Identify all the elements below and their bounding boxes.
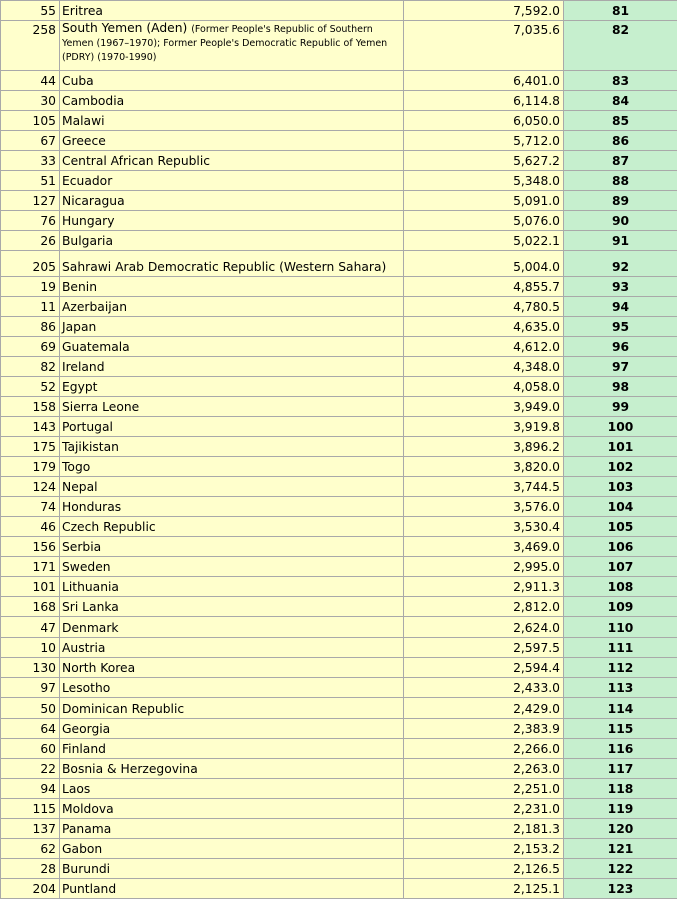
country-name: Tajikistan	[62, 440, 119, 454]
rank-cell[interactable]: 119	[564, 799, 677, 819]
country-name: South Yemen (Aden)	[62, 21, 188, 35]
value-cell[interactable]: 4,348.0	[404, 357, 564, 377]
row-number-cell[interactable]: 30	[1, 91, 60, 111]
value-cell[interactable]: 4,058.0	[404, 377, 564, 397]
row-number-cell[interactable]: 51	[1, 171, 60, 191]
country-name: Panama	[62, 822, 112, 836]
table-row	[1, 277, 677, 297]
country-cell[interactable]	[60, 879, 404, 899]
country-name: Ecuador	[62, 174, 113, 188]
value-cell[interactable]: 3,530.4	[404, 517, 564, 537]
rank-cell[interactable]: 89	[564, 191, 677, 211]
table-row	[1, 597, 677, 617]
table-row	[1, 21, 677, 71]
row-number-cell[interactable]: 28	[1, 859, 60, 879]
rank-cell[interactable]: 96	[564, 337, 677, 357]
row-number-cell[interactable]: 115	[1, 799, 60, 819]
rank-cell[interactable]: 88	[564, 171, 677, 191]
value-cell[interactable]: 3,576.0	[404, 497, 564, 517]
value-cell[interactable]: 4,612.0	[404, 337, 564, 357]
table-row	[1, 231, 677, 251]
country-name: Sweden	[62, 560, 111, 574]
country-name: Honduras	[62, 500, 122, 514]
country-name: Azerbaijan	[62, 300, 127, 314]
table-row	[1, 357, 677, 377]
row-number-cell[interactable]: 130	[1, 658, 60, 678]
row-number-cell[interactable]: 26	[1, 231, 60, 251]
rank-cell[interactable]: 83	[564, 71, 677, 91]
country-cell[interactable]	[60, 71, 404, 91]
row-number-cell[interactable]: 158	[1, 397, 60, 417]
table-row	[1, 759, 677, 779]
country-name: Benin	[62, 280, 98, 294]
rank-cell[interactable]: 116	[564, 739, 677, 759]
country-cell[interactable]	[60, 819, 404, 839]
row-number-cell[interactable]: 55	[1, 1, 60, 21]
value-cell[interactable]: 2,125.1	[404, 879, 564, 899]
value-cell[interactable]: 2,383.9	[404, 719, 564, 739]
country-cell[interactable]	[60, 557, 404, 577]
country-cell[interactable]	[60, 317, 404, 337]
country-cell[interactable]	[60, 839, 404, 859]
table-row	[1, 557, 677, 577]
rank-cell[interactable]: 105	[564, 517, 677, 537]
table-row	[1, 658, 677, 678]
country-cell[interactable]	[60, 517, 404, 537]
row-number-cell[interactable]: 204	[1, 879, 60, 899]
rank-cell[interactable]: 86	[564, 131, 677, 151]
rank-cell[interactable]: 109	[564, 597, 677, 617]
value-cell[interactable]: 2,153.2	[404, 839, 564, 859]
rank-cell[interactable]: 103	[564, 477, 677, 497]
country-cell[interactable]	[60, 597, 404, 617]
rank-cell[interactable]: 111	[564, 638, 677, 658]
value-cell[interactable]: 4,780.5	[404, 297, 564, 317]
country-cell[interactable]	[60, 658, 404, 678]
country-name: Czech Republic	[62, 520, 156, 534]
country-cell[interactable]	[60, 638, 404, 658]
country-note: (Former People's Republic of Southern Yemen (1967–1970); Former People's Democratic Republic of Yemen (PDRY) (1970-1990)	[62, 24, 388, 63]
rank-cell[interactable]: 115	[564, 719, 677, 739]
value-cell[interactable]: 2,911.3	[404, 577, 564, 597]
value-cell[interactable]: 5,076.0	[404, 211, 564, 231]
table-row	[1, 397, 677, 417]
rank-cell[interactable]: 85	[564, 111, 677, 131]
value-cell[interactable]: 3,820.0	[404, 457, 564, 477]
value-cell[interactable]: 2,126.5	[404, 859, 564, 879]
country-name: Greece	[62, 134, 106, 148]
table-row	[1, 111, 677, 131]
rank-cell[interactable]: 118	[564, 779, 677, 799]
rank-cell[interactable]: 90	[564, 211, 677, 231]
rank-cell[interactable]: 107	[564, 557, 677, 577]
table-row	[1, 859, 677, 879]
row-number-cell[interactable]: 127	[1, 191, 60, 211]
country-cell[interactable]	[60, 91, 404, 111]
country-cell[interactable]	[60, 477, 404, 497]
country-cell[interactable]	[60, 779, 404, 799]
country-name: Lesotho	[62, 681, 111, 695]
value-cell[interactable]: 2,812.0	[404, 597, 564, 617]
row-number-cell[interactable]: 50	[1, 698, 60, 719]
row-number-cell[interactable]: 19	[1, 277, 60, 297]
country-name: Guatemala	[62, 340, 130, 354]
country-name: Cuba	[62, 74, 94, 88]
table-row	[1, 577, 677, 597]
rank-cell[interactable]: 123	[564, 879, 677, 899]
value-cell[interactable]: 3,919.8	[404, 417, 564, 437]
value-cell[interactable]: 6,114.8	[404, 91, 564, 111]
row-number-cell[interactable]: 82	[1, 357, 60, 377]
value-cell[interactable]: 2,263.0	[404, 759, 564, 779]
country-name: Egypt	[62, 380, 98, 394]
table-row	[1, 739, 677, 759]
country-cell[interactable]	[60, 617, 404, 638]
rank-cell[interactable]: 114	[564, 698, 677, 719]
country-cell[interactable]	[60, 417, 404, 437]
row-number-cell[interactable]: 64	[1, 719, 60, 739]
table-row	[1, 517, 677, 537]
country-name: Hungary	[62, 214, 115, 228]
row-number-cell[interactable]: 60	[1, 739, 60, 759]
country-cell[interactable]	[60, 437, 404, 457]
country-cell[interactable]	[60, 251, 404, 277]
country-cell[interactable]	[60, 457, 404, 477]
rank-cell[interactable]: 94	[564, 297, 677, 317]
value-cell[interactable]: 2,429.0	[404, 698, 564, 719]
value-cell[interactable]: 5,348.0	[404, 171, 564, 191]
row-number-cell[interactable]: 62	[1, 839, 60, 859]
row-number-cell[interactable]: 124	[1, 477, 60, 497]
country-name: Nepal	[62, 480, 98, 494]
table-row	[1, 839, 677, 859]
rank-cell[interactable]: 81	[564, 1, 677, 21]
rank-cell[interactable]: 95	[564, 317, 677, 337]
row-number-cell[interactable]: 10	[1, 638, 60, 658]
table-row	[1, 317, 677, 337]
table-row	[1, 779, 677, 799]
row-number-cell[interactable]: 69	[1, 337, 60, 357]
row-number-cell[interactable]: 168	[1, 597, 60, 617]
row-number-cell[interactable]: 175	[1, 437, 60, 457]
table-row	[1, 698, 677, 719]
country-name: Japan	[62, 320, 97, 334]
country-name: Lithuania	[62, 580, 119, 594]
row-number-cell[interactable]: 76	[1, 211, 60, 231]
rank-cell[interactable]: 106	[564, 537, 677, 557]
country-name: Malawi	[62, 114, 105, 128]
value-cell[interactable]: 5,022.1	[404, 231, 564, 251]
table-row	[1, 819, 677, 839]
rank-cell[interactable]: 92	[564, 251, 677, 277]
table-row	[1, 131, 677, 151]
row-number-cell[interactable]: 258	[1, 21, 60, 71]
value-cell[interactable]: 3,949.0	[404, 397, 564, 417]
rank-cell[interactable]: 84	[564, 91, 677, 111]
row-number-cell[interactable]: 101	[1, 577, 60, 597]
country-cell[interactable]	[60, 1, 404, 21]
value-cell[interactable]: 3,896.2	[404, 437, 564, 457]
rank-cell[interactable]: 100	[564, 417, 677, 437]
rank-cell[interactable]: 102	[564, 457, 677, 477]
rank-cell[interactable]: 112	[564, 658, 677, 678]
country-name: Bulgaria	[62, 234, 113, 248]
country-name: Austria	[62, 641, 106, 655]
country-name: Serbia	[62, 540, 102, 554]
table-row	[1, 377, 677, 397]
country-cell[interactable]	[60, 297, 404, 317]
table-row	[1, 799, 677, 819]
country-cell[interactable]	[60, 678, 404, 698]
value-cell[interactable]: 2,624.0	[404, 617, 564, 638]
country-name: Central African Republic	[62, 154, 211, 168]
table-row	[1, 879, 677, 899]
table-row	[1, 617, 677, 638]
rank-cell[interactable]: 82	[564, 21, 677, 71]
value-cell[interactable]: 2,995.0	[404, 557, 564, 577]
table-row	[1, 477, 677, 497]
value-cell[interactable]: 7,035.6	[404, 21, 564, 71]
country-name: Nicaragua	[62, 194, 125, 208]
row-number-cell[interactable]: 22	[1, 759, 60, 779]
row-number-cell[interactable]: 105	[1, 111, 60, 131]
rank-cell[interactable]: 117	[564, 759, 677, 779]
table-row	[1, 297, 677, 317]
country-cell[interactable]	[60, 211, 404, 231]
value-cell[interactable]: 2,181.3	[404, 819, 564, 839]
rank-cell[interactable]: 108	[564, 577, 677, 597]
country-name: North Korea	[62, 661, 136, 675]
table-row	[1, 171, 677, 191]
country-name: Sierra Leone	[62, 400, 140, 414]
row-number-cell[interactable]: 179	[1, 457, 60, 477]
row-number-cell[interactable]: 137	[1, 819, 60, 839]
country-name: Gabon	[62, 842, 103, 856]
country-name: Bosnia & Herzegovina	[62, 762, 198, 776]
value-cell[interactable]: 2,266.0	[404, 739, 564, 759]
country-cell[interactable]	[60, 859, 404, 879]
country-name: Finland	[62, 742, 106, 756]
table-row	[1, 191, 677, 211]
value-cell[interactable]: 7,592.0	[404, 1, 564, 21]
country-cell[interactable]	[60, 719, 404, 739]
value-cell[interactable]: 2,597.5	[404, 638, 564, 658]
country-cell[interactable]	[60, 337, 404, 357]
country-name: Togo	[62, 460, 91, 474]
value-cell[interactable]: 5,004.0	[404, 251, 564, 277]
table-body	[1, 1, 677, 899]
value-cell[interactable]: 6,050.0	[404, 111, 564, 131]
country-name: Eritrea	[62, 4, 103, 18]
country-cell[interactable]	[60, 537, 404, 557]
row-number-cell[interactable]: 47	[1, 617, 60, 638]
table-row	[1, 437, 677, 457]
row-number-cell[interactable]: 86	[1, 317, 60, 337]
rank-cell[interactable]: 122	[564, 859, 677, 879]
table-row	[1, 1, 677, 21]
table-row	[1, 71, 677, 91]
value-cell[interactable]: 5,091.0	[404, 191, 564, 211]
rank-cell[interactable]: 87	[564, 151, 677, 171]
row-number-cell[interactable]: 205	[1, 251, 60, 277]
country-cell[interactable]	[60, 277, 404, 297]
value-cell[interactable]: 2,433.0	[404, 678, 564, 698]
country-cell[interactable]	[60, 397, 404, 417]
rank-cell[interactable]: 104	[564, 497, 677, 517]
country-cell[interactable]	[60, 739, 404, 759]
table-row	[1, 497, 677, 517]
rank-cell[interactable]: 99	[564, 397, 677, 417]
row-number-cell[interactable]: 44	[1, 71, 60, 91]
value-cell[interactable]: 2,594.4	[404, 658, 564, 678]
table-row	[1, 211, 677, 231]
rank-cell[interactable]: 97	[564, 357, 677, 377]
table-row	[1, 457, 677, 477]
table-row	[1, 638, 677, 658]
row-number-cell[interactable]: 156	[1, 537, 60, 557]
rank-cell[interactable]: 91	[564, 231, 677, 251]
value-cell[interactable]: 4,635.0	[404, 317, 564, 337]
country-cell[interactable]	[60, 698, 404, 719]
country-cell[interactable]	[60, 171, 404, 191]
country-cell[interactable]	[60, 111, 404, 131]
country-cell[interactable]	[60, 131, 404, 151]
country-cell[interactable]	[60, 759, 404, 779]
country-name: Cambodia	[62, 94, 125, 108]
country-name: Portugal	[62, 420, 113, 434]
table-row	[1, 91, 677, 111]
table-row	[1, 678, 677, 698]
rank-cell[interactable]: 113	[564, 678, 677, 698]
rank-cell[interactable]: 98	[564, 377, 677, 397]
country-cell[interactable]	[60, 191, 404, 211]
value-cell[interactable]: 6,401.0	[404, 71, 564, 91]
country-cell[interactable]	[60, 577, 404, 597]
value-cell[interactable]: 5,712.0	[404, 131, 564, 151]
country-cell[interactable]	[60, 231, 404, 251]
country-name: Georgia	[62, 722, 111, 736]
row-number-cell[interactable]: 74	[1, 497, 60, 517]
rank-cell[interactable]: 93	[564, 277, 677, 297]
row-number-cell[interactable]: 94	[1, 779, 60, 799]
country-cell[interactable]	[60, 357, 404, 377]
value-cell[interactable]: 4,855.7	[404, 277, 564, 297]
row-number-cell[interactable]: 97	[1, 678, 60, 698]
country-name: Sahrawi Arab Democratic Republic (Western Sahara)	[62, 260, 387, 274]
row-number-cell[interactable]: 11	[1, 297, 60, 317]
row-number-cell[interactable]: 33	[1, 151, 60, 171]
table-row	[1, 719, 677, 739]
rank-cell[interactable]: 110	[564, 617, 677, 638]
country-cell[interactable]	[60, 151, 404, 171]
value-cell[interactable]: 2,231.0	[404, 799, 564, 819]
country-cell[interactable]	[60, 799, 404, 819]
row-number-cell[interactable]: 46	[1, 517, 60, 537]
country-name: Dominican Republic	[62, 702, 185, 716]
table-row	[1, 251, 677, 277]
country-name: Moldova	[62, 802, 114, 816]
value-cell[interactable]: 2,251.0	[404, 779, 564, 799]
value-cell[interactable]: 5,627.2	[404, 151, 564, 171]
rank-cell[interactable]: 101	[564, 437, 677, 457]
table-row	[1, 537, 677, 557]
table-row	[1, 337, 677, 357]
table-row	[1, 417, 677, 437]
value-cell[interactable]: 3,744.5	[404, 477, 564, 497]
country-cell[interactable]	[60, 497, 404, 517]
country-cell[interactable]	[60, 377, 404, 397]
country-cell[interactable]	[60, 21, 404, 71]
country-name: Sri Lanka	[62, 600, 119, 614]
row-number-cell[interactable]: 52	[1, 377, 60, 397]
table-row	[1, 151, 677, 171]
country-name: Ireland	[62, 360, 105, 374]
row-number-cell[interactable]: 67	[1, 131, 60, 151]
country-name: Puntland	[62, 882, 117, 896]
rank-cell[interactable]: 120	[564, 819, 677, 839]
country-name: Denmark	[62, 621, 119, 635]
rank-cell[interactable]: 121	[564, 839, 677, 859]
country-name: Laos	[62, 782, 91, 796]
country-name: Burundi	[62, 862, 111, 876]
row-number-cell[interactable]: 171	[1, 557, 60, 577]
row-number-cell[interactable]: 143	[1, 417, 60, 437]
value-cell[interactable]: 3,469.0	[404, 537, 564, 557]
